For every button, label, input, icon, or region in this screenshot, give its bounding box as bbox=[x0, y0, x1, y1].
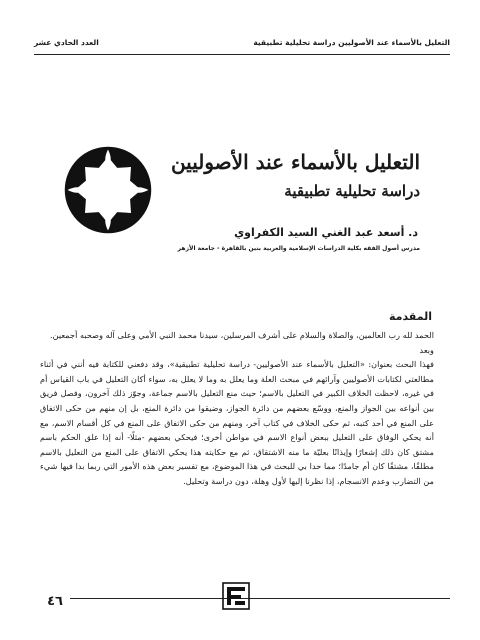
paragraph-main: فهذا البحث بعنوان: «التعليل بالأسماء عند الأصوليين- دراسة تحليلية تطبيقية»، وقد دفعني للكتابة فيه أنني في أثناء مطالعتي لكتابات الأصوليين وآرائهم في مبحث العلة وما يعلل به وما لا يعلل به، سواء أكان التعليل في باب القياس أم في غيره، لاحظت الخلاف الكبير في التعليل بالاسم؛ حيث منع التعليل بالاسم جماعة، وجوّز ذلك آخرون، وفصل فريق بين أنواعه بين الجواز والمنع، ووسّع بعضهم من دائرة الجواز، وضيقوا من دائرة المنع، بل إن منهم من حكى الاتفاق على المنع في أحد كتبه، ثم حكى الخلاف في كتاب آخر، ومنهم من حكى الاتفاق على المنع في كل أقسام الاسم، مع أنه يحكي الوفاق على التعليل ببعض أنواع الاسم في مواطن أخرى؛ فيحكي بعضهم -مثلًا- أنه إذا علق الحكم باسم مشتق كان ذلك إشعارًا وإيذانًا بعليّة ما منه الاشتقاق، ثم مع حكايته هذا يحكي الاتفاق على المنع من التعليل بالاسم مطلقًا، مشتقًا كان أم جامدًا؛ مما حدا بي للبحث في هذا الموضوع، مع تفسير بعض هذه الأمور التي ربما بدا فيها شيء من التضارب وعدم الانسجام، إذا نظرنا إليها لأول وهلة، دون دراسة وتحليل. bbox=[40, 359, 434, 486]
arabesque-ornament-icon bbox=[62, 144, 154, 236]
page-number: ٤٦ bbox=[40, 594, 70, 609]
article-title: التعليل بالأسماء عند الأصوليين bbox=[170, 150, 420, 174]
paragraph-opening: الحمد لله رب العالمين، والصلاة والسلام على أشرف المرسلين، سيدنا محمد النبي الأمي وعلى آله وصحبه أجمعين. bbox=[50, 330, 434, 340]
issue-label: العدد الحادي عشر bbox=[34, 38, 99, 47]
author-name: د. أسعد عبد الغني السيد الكفراوي bbox=[234, 226, 418, 239]
running-title: التعليل بالأسماء عند الأصوليين دراسة تحليلية تطبيقية bbox=[253, 38, 450, 47]
article-subtitle: دراسة تحليلية تطبيقية bbox=[284, 182, 420, 200]
section-heading-introduction: المقدمة bbox=[388, 310, 432, 323]
author-affiliation: مدرس أصول الفقه بكلية الدراسات الإسلامية والعربية بنين بالقاهرة - جامعة الأزهر bbox=[177, 245, 420, 252]
paragraph-transition: وبعد bbox=[419, 344, 434, 355]
kufic-seal-icon bbox=[222, 582, 250, 610]
article-body bbox=[40, 328, 434, 489]
running-header bbox=[34, 38, 450, 55]
